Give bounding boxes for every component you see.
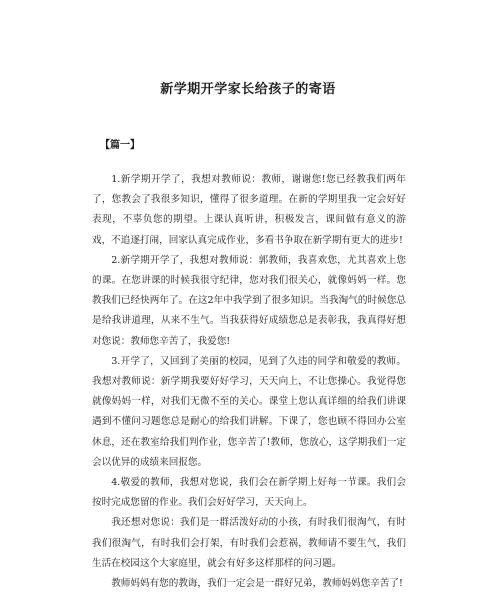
paragraph-6: 教师妈妈有您的教诲，我们一定会是一群好兄弟，教师妈妈您辛苦了! (111, 578, 403, 590)
paragraph-1: 1.新学期开学了，我想对教师说：教师，谢谢您!您已经教我们两年了，您教会了我很多知识，懂得了很多道理。在新的学期里我一定会好好表现，不辜负您的期望。上课认真听讲，积极发言，课间做有意义的游戏，不追逐打闹，回家认真完成作业，多看书争取在新学期有更大的进步! (92, 174, 406, 246)
paragraph-2: 2.新学期开学了，我想对教师说：郭教师，我喜欢您，尤其喜欢上您的课。在您讲课的时候我很守纪律，您对我们很关心，就像妈妈一样。您教我们已经快两年了。在这2年中我学到了很多知识。当我淘气的时候您总是给我讲道理，从来不生气。当我获得好成绩您总是表彰我，我真得好想对您说：教师您辛苦了，我爱您! (92, 254, 406, 347)
paragraph-5: 我还想对您说：我们是一群活泼好动的小孩，有时我们很淘气，有时我们很淘气，有时我们会打架，有时我们会惹祸，教师请不要生气，我们生活在校园这个大家庭里，就会有好多这样那样的问习题。 (92, 517, 406, 569)
document-body (92, 170, 406, 594)
section-label: 【篇一】 (100, 140, 140, 151)
document-title: 新学期开学家长给孩子的寄语 (160, 82, 336, 97)
paragraph-4: 4.敬爱的教师，我想对您说，我们会在新学期上好每一节课。我们会按时完成您留的作业。我们会好好学习，天天向上。 (92, 477, 406, 509)
paragraph-3: 3.开学了，又回到了美丽的校园，见到了久违的同学和敬爱的教师。我想对教师说：新学期我要好好学习，天天向上，不让您操心。我觉得您就像妈妈一样，对我们无微不至的关心。课堂上您认真详细的给我们讲课遇到不懂问习题您总是耐心的给我们讲解。下课了，您也顾不得回办公室休息，还在教室给我们判作业，您辛苦了!教师，您放心，这学期我们一定会以优异的成绩来回报您。 (92, 355, 406, 468)
